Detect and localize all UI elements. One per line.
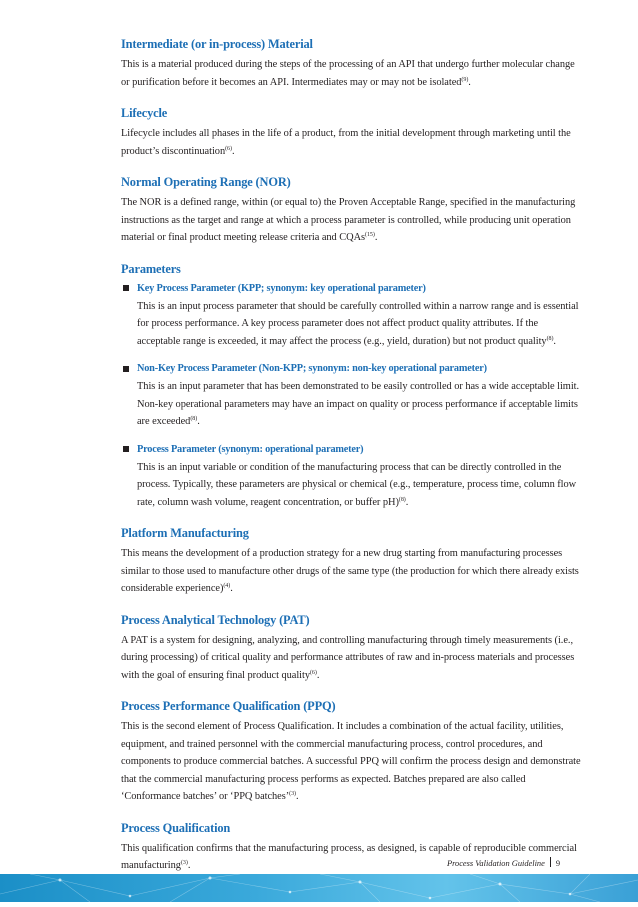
term-heading: Lifecycle: [121, 106, 168, 120]
term-parameters: [121, 261, 583, 512]
parameter-heading: Key Process Parameter (KPP; synonym: key operational parameter): [137, 282, 426, 294]
term-heading: Normal Operating Range (NOR): [121, 175, 291, 189]
bullet-square-icon: [123, 446, 129, 452]
term-pat: [121, 612, 583, 685]
parameters-list: [121, 281, 583, 512]
parameter-heading: Non-Key Process Parameter (Non-KPP; synonym: non-key operational parameter): [137, 363, 487, 374]
bullet-square-icon: [123, 285, 129, 291]
decorative-banner: [0, 874, 638, 902]
term-heading: Process Qualification: [121, 820, 231, 835]
term-definition: The NOR is a defined range, within (or equal to) the Proven Acceptable Range, specified in the manufacturing instructions as the target and range at which a process parameter is controlled, while producing unit operation material or final product meeting release criteria and CQAs$^{(15)}$.: [121, 197, 576, 243]
parameter-definition: This is an input variable or condition of the manufacturing process that can be directly controlled in the process. Typically, these parameters are physical or chemical (e.g., temperature, process time, column flow rate, column wash volume, reagent concentration, or buffer pH)$^{(8)}$.: [137, 461, 577, 508]
term-heading: Process Performance Qualification (PPQ): [121, 699, 336, 713]
term-ppq: [121, 698, 583, 806]
footer-divider: [550, 857, 551, 867]
page-content: [121, 36, 583, 889]
term-nor: [121, 174, 583, 247]
list-item: [121, 442, 583, 512]
term-heading: Parameters: [121, 261, 181, 276]
term-definition: Lifecycle includes all phases in the life of a product, from the initial development through marketing until the product’s discontinuation$^{(6)}$.: [121, 128, 571, 157]
parameter-definition: This is an input process parameter that should be carefully controlled within a narrow range and is essential for process performance. A key process parameter does not affect product quality attributes. If the acceptable range is exceeded, it may affect the process (e.g., yield, duration) but not product quality$^{(8)}$.: [137, 300, 579, 347]
term-platform-manufacturing: [121, 525, 583, 598]
page-number: 9: [555, 859, 560, 868]
term-definition: This is the second element of Process Qualification. It includes a combination of the actual facility, utilities, equipment, and trained personnel with the commercial manufacturing process, control procedures, and components to produce commercial batches. A successful PPQ will confirm the process design and demonstrate that the commercial manufacturing process performs as expected. Batches prepared are also called ‘Conformance batches’ or ‘PPQ batches’$^{(3)}$.: [121, 721, 581, 802]
list-item: [121, 361, 583, 431]
term-heading: Process Analytical Technology (PAT): [121, 612, 310, 627]
term-intermediate: [121, 36, 583, 91]
list-item: [121, 281, 583, 351]
network-pattern-icon: [0, 874, 638, 902]
term-definition: This is a material produced during the steps of the processing of an API that undergo further molecular change or purification before it becomes an API. Intermediates may or may not be isolated$^{(9)}$.: [121, 59, 575, 88]
term-definition: This qualification confirms that the manufacturing process, as designed, is capable of reproducible commercial manufacturing$^{(3)}$.: [121, 842, 577, 871]
page-footer: [447, 857, 560, 868]
term-definition: A PAT is a system for designing, analyzing, and controlling manufacturing through timely measurements (i.e., during processing) of critical quality and performance attributes of raw and in-process materials and processes with the goal of ensuring final product quality$^{(6)}$.: [121, 634, 575, 681]
guideline-name: Process Validation Guideline: [446, 859, 545, 868]
term-definition: This means the development of a production strategy for a new drug starting from manufacturing processes similar to those used to manufacture other drugs of the same type (the production for which there already exists considerable experience)$^{(4)}$.: [121, 548, 579, 594]
bullet-square-icon: [123, 366, 129, 372]
term-heading: Platform Manufacturing: [121, 526, 249, 540]
parameter-definition: This is an input parameter that has been demonstrated to be easily controlled or has a wide acceptable limit. Non-key operational parameters may have an impact on quality or process performance if acceptable limits are exceeded$^{(8)}$.: [137, 381, 580, 427]
term-lifecycle: [121, 105, 583, 160]
term-heading: Intermediate (or in-process) Material: [121, 37, 313, 51]
parameter-heading: Process Parameter (synonym: operational parameter): [137, 443, 364, 455]
